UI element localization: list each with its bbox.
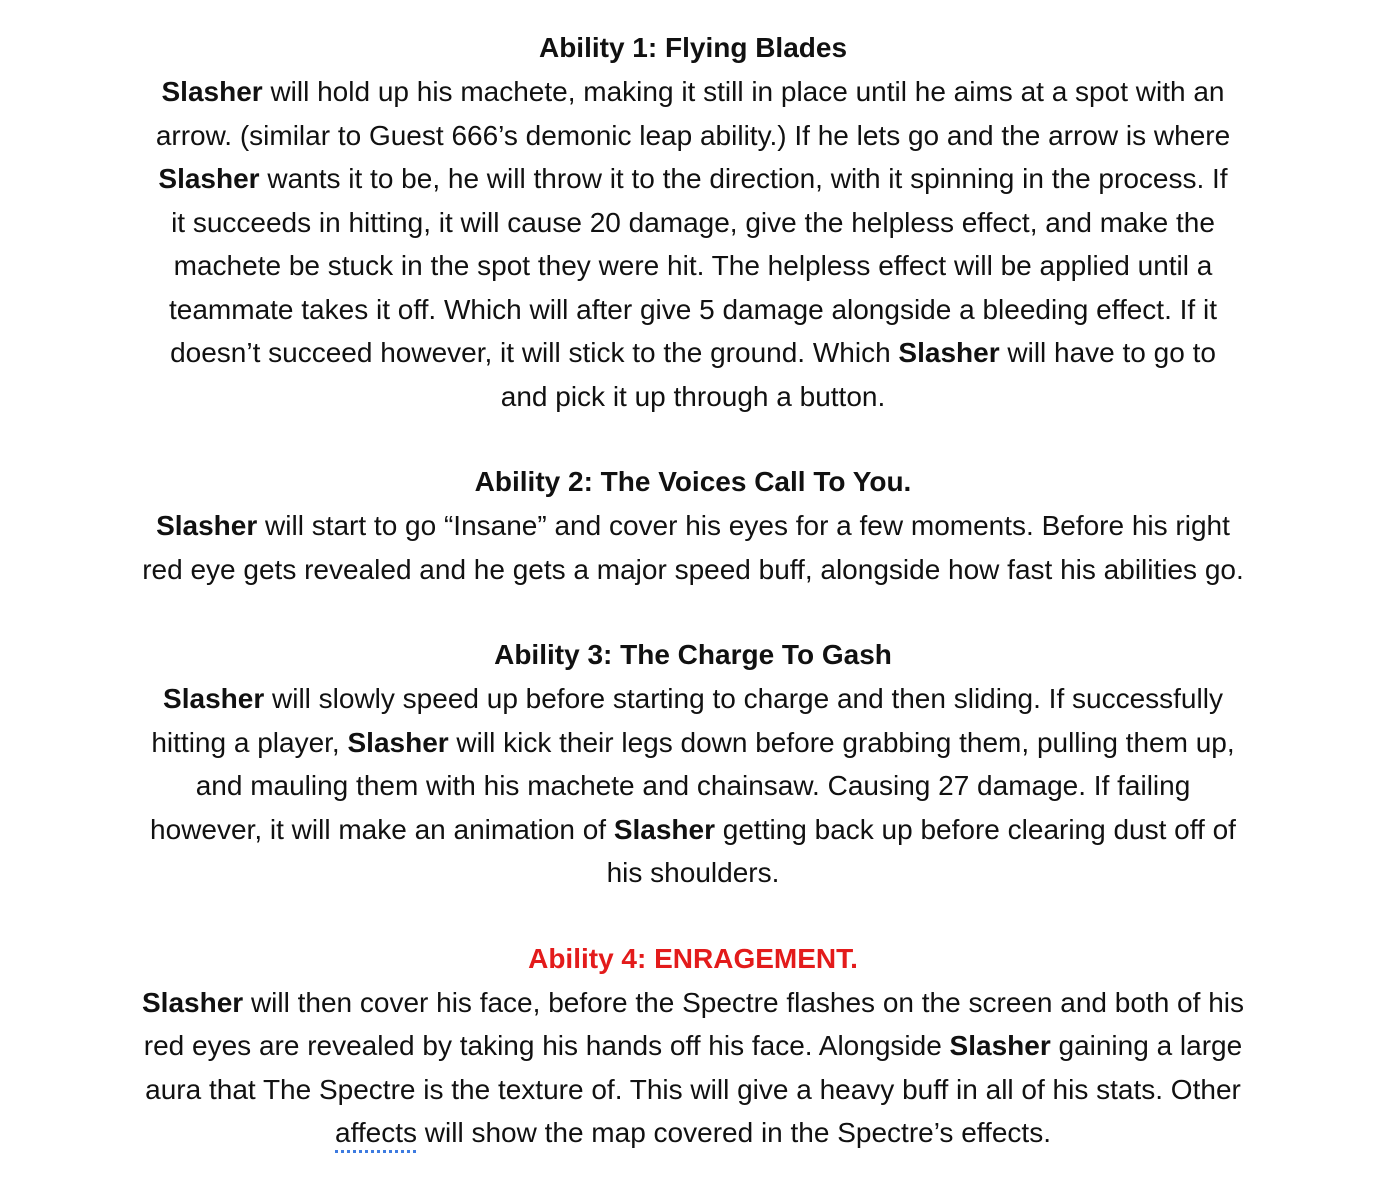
text-line: however, it will make an animation of: [150, 813, 614, 845]
text-line: will have to go to: [999, 337, 1216, 368]
text-line: and pick it up through a button.: [500, 380, 886, 412]
text-line: and mauling them with his machete and chainsaw. Causing 27 damage. If failing: [195, 770, 1191, 801]
ability-4-description: [40, 981, 1346, 1155]
ability-2-section: [40, 460, 1346, 591]
ability-1-heading: Ability 1: Flying Blades: [538, 32, 848, 63]
ability-2-heading: Ability 2: The Voices Call To You.: [474, 466, 912, 497]
text-line: will hold up his machete, making it still in place until he aims at a spot with an: [262, 76, 1225, 107]
ability-3-section: [40, 633, 1346, 895]
text-line: will start to go “Insane” and cover his eyes for a few moments. Before his right: [257, 510, 1230, 541]
text-line: hitting a player,: [151, 726, 348, 758]
text-line: gaining a large: [1050, 1030, 1243, 1061]
ability-2-description: [40, 504, 1346, 591]
text-line: his shoulders.: [606, 857, 780, 888]
ability-4-section: [40, 937, 1346, 1155]
name-emphasis: Slasher: [161, 76, 263, 107]
spellcheck-flagged-word[interactable]: affects: [335, 1117, 418, 1148]
name-emphasis: Slasher: [347, 726, 449, 758]
text-line: will then cover his face, before the Spectre flashes on the screen and both of his: [243, 986, 1244, 1018]
document-body: [40, 26, 1346, 1197]
name-emphasis: Slasher: [949, 1030, 1051, 1061]
text-line: red eyes are revealed by taking his hands off his face. Alongside: [143, 1030, 950, 1061]
name-emphasis: Slasher: [613, 813, 715, 845]
name-emphasis: Slasher: [158, 163, 260, 194]
name-emphasis: Slasher: [898, 337, 1000, 368]
name-emphasis: Slasher: [142, 986, 244, 1018]
text-line: doesn’t succeed however, it will stick to the ground. Which: [170, 337, 899, 368]
text-line: arrow. (similar to Guest 666’s demonic leap ability.) If he lets go and the arrow is where: [155, 119, 1231, 151]
ability-3-description: [40, 677, 1346, 895]
text-line: will slowly speed up before starting to charge and then sliding. If successfully: [264, 683, 1223, 714]
text-line: getting back up before clearing dust off of: [715, 813, 1236, 845]
text-line: teammate takes it off. Which will after give 5 damage alongside a bleeding effect. If it: [169, 293, 1217, 325]
ability-4-heading: Ability 4: ENRAGEMENT.: [528, 942, 858, 974]
ability-1-description: [40, 70, 1346, 418]
text-line: red eye gets revealed and he gets a major speed buff, alongside how fast his abilities go.: [142, 553, 1244, 585]
ability-3-heading: Ability 3: The Charge To Gash: [494, 639, 892, 670]
name-emphasis: Slasher: [163, 683, 265, 714]
text-line: it succeeds in hitting, it will cause 20 damage, give the helpless effect, and make the: [171, 206, 1215, 238]
text-line: wants it to be, he will throw it to the direction, with it spinning in the process. If: [259, 163, 1228, 194]
text-line: aura that The Spectre is the texture of. This will give a heavy buff in all of his stats. Other: [145, 1073, 1241, 1105]
text-line: will show the map covered in the Spectre’s effects.: [417, 1117, 1051, 1148]
text-line: will kick their legs down before grabbing them, pulling them up,: [448, 726, 1235, 758]
ability-1-section: [40, 26, 1346, 418]
text-line: machete be stuck in the spot they were hit. The helpless effect will be applied until a: [173, 250, 1213, 281]
name-emphasis: Slasher: [156, 510, 258, 541]
